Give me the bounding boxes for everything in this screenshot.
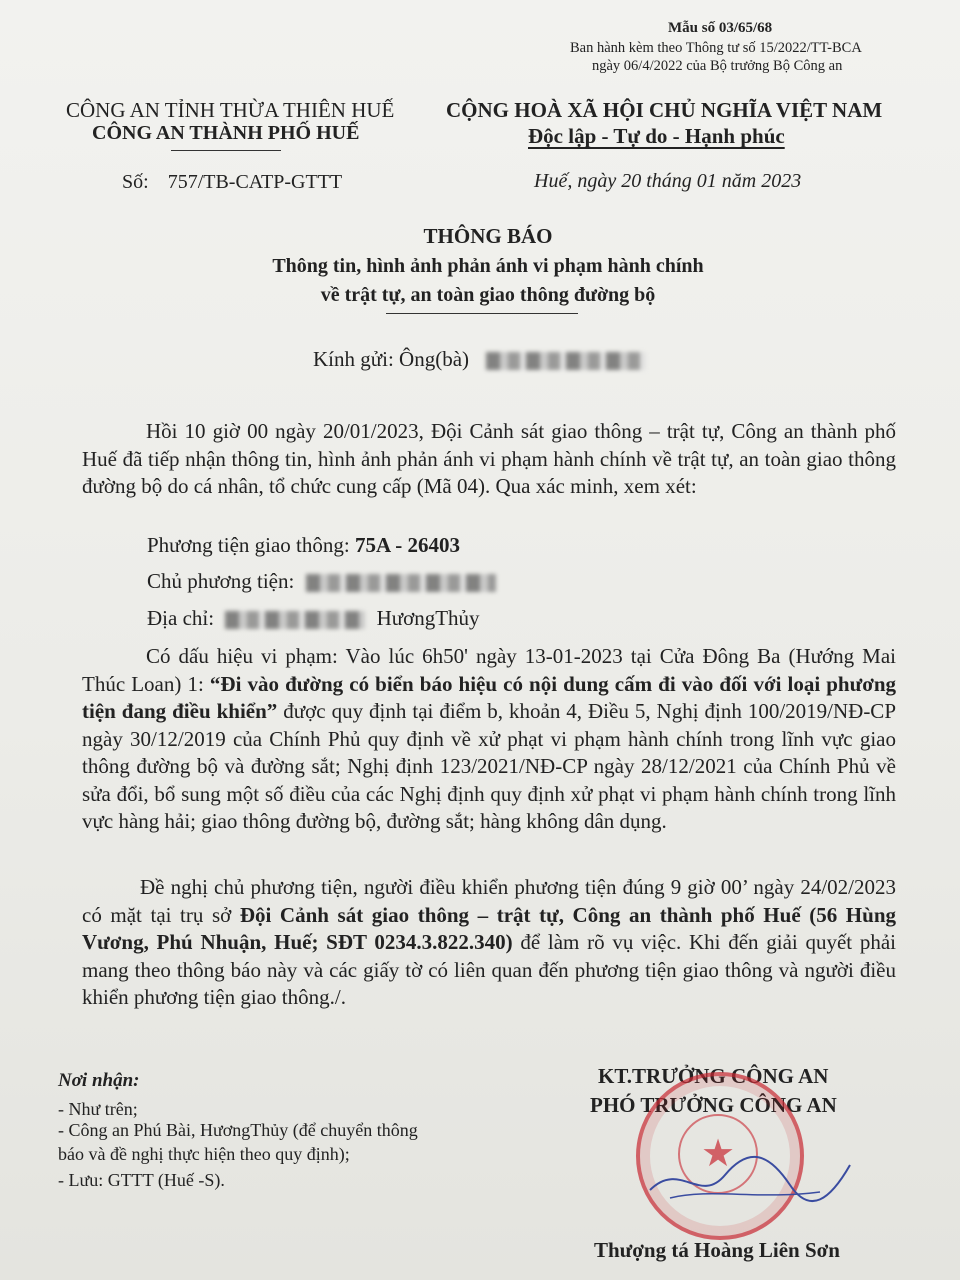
agency-parent: CÔNG AN TỈNH THỪA THIÊN HUẾ [66,98,395,122]
agency-underline [171,150,281,151]
vehicle-line [147,533,460,558]
document-number-label: Số: [122,171,149,193]
redacted-owner [306,574,496,592]
nation-motto: Độc lập - Tự do - Hạnh phúc [528,124,785,148]
signature-icon [640,1150,860,1210]
form-number: Mẫu số 03/65/68 [668,20,773,36]
place-date: Huế, ngày 20 tháng 01 năm 2023 [534,170,802,192]
form-issued-line1: Ban hành kèm theo Thông tư số 15/2022/TT-BCA [570,40,862,56]
signer-title-1: KT.TRƯỞNG CÔNG AN [598,1064,829,1088]
form-issued-line2: ngày 06/4/2022 của Bộ trưởng Bộ Công an [592,58,843,74]
document-number-value: 757/TB-CATP-GTTT [167,171,343,193]
agency-name-text: CÔNG AN THÀNH PHỐ HUẾ [92,122,360,144]
title-underline [386,313,578,314]
recipient-item-1: - Như trên; [58,1099,138,1119]
recipient-label: Kính gửi: Ông(bà) [313,347,470,371]
redacted-recipient [486,352,646,370]
violation-quote: “Đi vào đường có biển báo hiệu có nội dung cấm đi vào đối với loại phương tiện đang điều khiển” [82,671,897,723]
recipient-item-2: - Công an Phú Bài, HươngThủy (để chuyển thông [58,1120,418,1140]
notice-subtitle-1: Thông tin, hình ảnh phản ánh vi phạm hành chính [272,255,704,277]
owner-label: Chủ phương tiện: [147,569,295,593]
recipient-line [313,347,646,372]
violation-paragraph [82,643,896,836]
vehicle-label: Phương tiện giao thông: [147,533,350,557]
address-line [147,606,480,631]
owner-line [147,569,496,594]
seal-star-icon: ★ [700,1133,736,1175]
nation-name: CỘNG HOÀ XÃ HỘI CHỦ NGHĨA VIỆT NAM [446,98,883,122]
request-paragraph [82,874,896,1012]
address-visible: HươngThủy [376,606,480,630]
notice-subtitle-2: về trật tự, an toàn giao thông đường bộ [320,284,656,306]
signer-name: Thượng tá Hoàng Liên Sơn [594,1238,840,1262]
recipient-item-3: báo và đề nghị thực hiện theo quy định); [58,1144,350,1164]
request-place: Đội Cảnh sát giao thông – trật tự, Công an thành phố Huế (56 Hùng Vương, Phú Nhuận, Huế; SĐT 0234.3.822.340) [82,902,897,954]
signer-title-2: PHÓ TRƯỞNG CÔNG AN [590,1093,837,1117]
redacted-address [225,611,365,629]
document-number [122,171,342,194]
address-label: Địa chỉ: [147,606,215,630]
recipients-label: Nơi nhận: [58,1070,140,1091]
violation-lead: Có dấu hiệu vi phạm: Vào lúc 6h50' ngày 13-01-2023 tại Cửa Đông Ba (Hướng Mai Thúc Loan) 1: [82,644,896,696]
violation-rest: được quy định tại điểm b, khoản 4, Điều 5, Nghị định 100/2019/NĐ-CP ngày 30/12/2019 của Chính Phủ quy định về xử phạt vi phạm hành chính trong lĩnh vực giao thông đường bộ và đường sắt; Nghị định 123/2021/NĐ-CP ngày 28/12/2021 của Chính Phủ về sửa đổi, bổ sung một số điều của các Nghị định quy định xử phạt vi phạm hành chính trong lĩnh vực hàng hải; giao thông đường bộ, đường sắt; hàng không dân dụng. [82,699,896,833]
vehicle-plate: 75A - 26403 [354,533,460,557]
request-lead: Đề nghị chủ phương tiện, người điều khiển phương tiện đúng 9 giờ 00’ ngày 24/02/2023 có mặt tại trụ sở [82,875,896,927]
agency-name [92,122,359,145]
recipient-item-4: - Lưu: GTTT (Huế -S). [58,1170,225,1190]
request-rest: để làm rõ vụ việc. Khi đến giải quyết phải mang theo thông báo này và các giấy tờ có liên quan đến phương tiện giao thông và người điều khiển phương tiện giao thông./. [82,930,897,1009]
notice-title: THÔNG BÁO [423,224,553,248]
intro-paragraph: Hồi 10 giờ 00 ngày 20/01/2023, Đội Cảnh sát giao thông – trật tự, Công an thành phố Huế đã tiếp nhận thông tin, hình ảnh phản ánh vi phạm hành chính về trật tự, an toàn giao thông đường bộ do cá nhân, tổ chức cung cấp (Mã 04). Qua xác minh, xem xét: [82,419,896,498]
